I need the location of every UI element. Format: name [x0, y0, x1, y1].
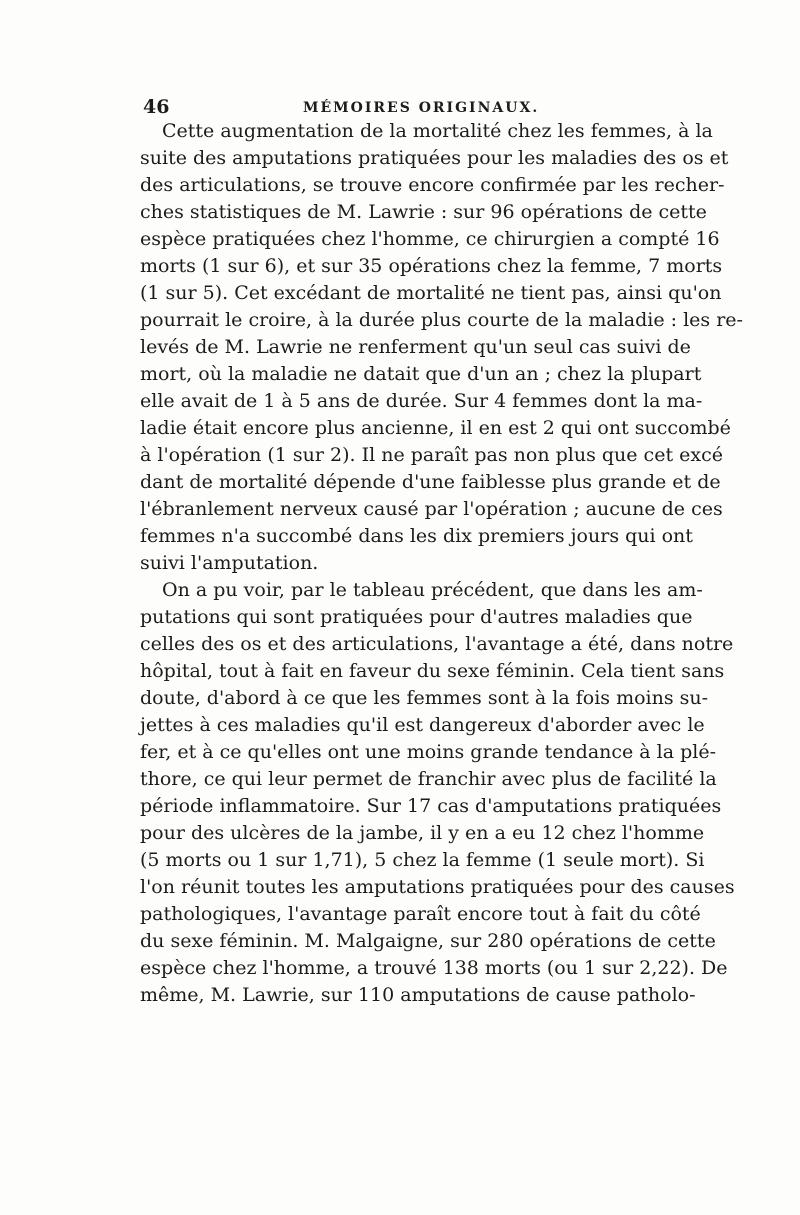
text-line: espèce pratiquées chez l'homme, ce chirurgien a compté 16 [140, 228, 720, 250]
text-line: ladie était encore plus ancienne, il en est 2 qui ont succombé [140, 417, 731, 439]
text-line: jettes à ces maladies qu'il est dangereux d'aborder avec le [140, 714, 705, 736]
text-line: On a pu voir, par le tableau précédent, que dans les am- [162, 579, 703, 601]
text-line: ches statistiques de M. Lawrie : sur 96 opérations de cette [140, 201, 707, 223]
text-line: femmes n'a succombé dans les dix premiers jours qui ont [140, 525, 693, 547]
text-line: (1 sur 5). Cet excédant de mortalité ne tient pas, ainsi qu'on [140, 282, 722, 304]
text-line: à l'opération (1 sur 2). Il ne paraît pas non plus que cet excé [140, 444, 723, 466]
text-line: pathologiques, l'avantage paraît encore tout à fait du côté [140, 903, 701, 925]
text-line: pourrait le croire, à la durée plus courte de la maladie : les re- [140, 309, 743, 331]
text-line: l'on réunit toutes les amputations pratiquées pour des causes [140, 876, 735, 898]
text-line: période inflammatoire. Sur 17 cas d'amputations pratiquées [140, 795, 722, 817]
text-line: fer, et à ce qu'elles ont une moins grande tendance à la plé- [140, 741, 717, 763]
text-line: hôpital, tout à fait en faveur du sexe féminin. Cela tient sans [140, 660, 725, 682]
text-line: (5 morts ou 1 sur 1,71), 5 chez la femme (1 seule mort). Si [140, 849, 705, 871]
text-line: espèce chez l'homme, a trouvé 138 morts (ou 1 sur 2,22). De [140, 957, 728, 979]
paragraph [140, 118, 743, 577]
text-line: même, M. Lawrie, sur 110 amputations de cause patholo- [140, 984, 696, 1006]
text-line: Cette augmentation de la mortalité chez les femmes, à la [162, 120, 713, 142]
text-line: du sexe féminin. M. Malgaigne, sur 280 opérations de cette [140, 930, 716, 952]
text-line: l'ébranlement nerveux causé par l'opération ; aucune de ces [140, 498, 723, 520]
text-line: levés de M. Lawrie ne renferment qu'un seul cas suivi de [140, 336, 691, 358]
text-line: des articulations, se trouve encore confirmée par les recher- [140, 174, 725, 196]
text-line: suivi l'amputation. [140, 552, 319, 574]
text-line: morts (1 sur 6), et sur 35 opérations chez la femme, 7 morts [140, 255, 723, 277]
running-head: MÉMOIRES ORIGINAUX. [303, 100, 540, 116]
text-line: dant de mortalité dépende d'une faiblesse plus grande et de [140, 471, 721, 493]
text-line: putations qui sont pratiquées pour d'autres maladies que [140, 606, 693, 628]
text-line: celles des os et des articulations, l'avantage a été, dans notre [140, 633, 734, 655]
text-line: elle avait de 1 à 5 ans de durée. Sur 4 femmes dont la ma- [140, 390, 703, 412]
body-text [140, 118, 743, 1009]
text-line: thore, ce qui leur permet de franchir avec plus de facilité la [140, 768, 717, 790]
text-line: suite des amputations pratiquées pour les maladies des os et [140, 147, 729, 169]
page-number: 46 [143, 96, 170, 118]
paragraph [140, 577, 735, 1009]
text-line: pour des ulcères de la jambe, il y en a eu 12 chez l'homme [140, 822, 705, 844]
text-line: mort, où la maladie ne datait que d'un an ; chez la plupart [140, 363, 702, 385]
text-line: doute, d'abord à ce que les femmes sont à la fois moins su- [140, 687, 709, 709]
